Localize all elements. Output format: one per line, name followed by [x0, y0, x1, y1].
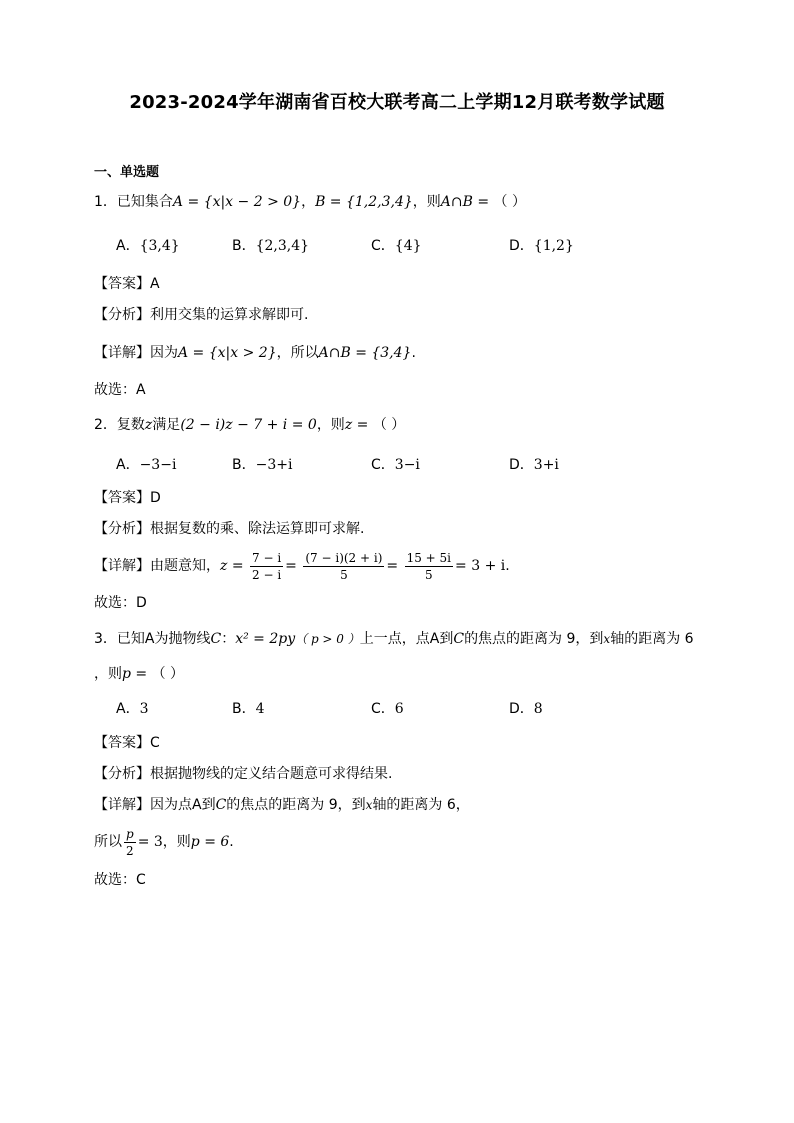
q1-set-b: B = {1,2,3,4} [315, 194, 413, 210]
q3-fraction: $\frac{p}{2}$ [126, 826, 134, 858]
q1-stem-prefix: 1．已知集合 [94, 194, 173, 210]
q3-option-d: D．8 [509, 701, 543, 717]
q3-analysis: 【分析】根据抛物线的定义结合题意可求得结果. [94, 766, 393, 782]
q2-answer: 【答案】D [94, 490, 161, 506]
question-2-stem: 2．复数z满足(2 − i)z − 7 + i = 0，则z = （ ） [94, 417, 406, 433]
q1-stem-post: ，则 [412, 194, 441, 210]
q1-expression: A∩B [440, 194, 473, 210]
q1-tail: = （ ） [472, 194, 527, 210]
q2-option-b: B．−3+i [232, 457, 293, 473]
q2-fraction-3: $\frac{15 + 5i}{5}$ [406, 550, 452, 582]
q2-fraction-2: $\frac{(7 - i)(2 + i)}{5}$ [305, 550, 383, 582]
q2-option-c: C．3−i [371, 457, 420, 473]
q1-option-d: D．{1,2} [509, 238, 574, 254]
q2-fraction-1: $\frac{7 - i}{2 - i}$ [252, 550, 282, 582]
q2-option-d: D．3+i [509, 457, 559, 473]
q1-choose: 故选：A [94, 382, 146, 398]
q1-separator: ， [301, 194, 316, 210]
q3-detail-line-1: 【详解】因为点A到C的焦点的距离为 9，到x轴的距离为 6， [94, 797, 470, 813]
q3-detail-line-2: 所以 $\frac{p}{2}$ = 3，则p = 6. [94, 826, 234, 858]
q3-option-c: C．6 [371, 701, 404, 717]
q1-option-b: B．{2,3,4} [232, 238, 310, 254]
section-heading: 一、单选题 [94, 165, 160, 180]
q3-answer: 【答案】C [94, 735, 160, 751]
q2-analysis: 【分析】根据复数的乘、除法运算即可求解. [94, 521, 365, 537]
q1-detail: 【详解】因为A = {x|x > 2}，所以A∩B = {3,4}. [94, 345, 416, 361]
q3-option-b: B．4 [232, 701, 265, 717]
q2-option-a: A．−3−i [116, 457, 177, 473]
document-title: 2023-2024学年湖南省百校大联考高二上学期12月联考数学试题 [129, 92, 665, 113]
q1-analysis: 【分析】利用交集的运算求解即可. [94, 307, 309, 323]
question-3-stem-line-2: ，则p = （ ） [94, 666, 185, 682]
q2-detail: 【详解】由题意知，z = $\frac{7 - i}{2 - i}$ = $\frac{(7 - i)(2 + i)}{5}$ = $\frac{15 + 5i}{5}$ = 3 + i. [94, 550, 510, 582]
q2-choose: 故选：D [94, 595, 147, 611]
question-1-stem [94, 192, 526, 212]
q3-option-a: A．3 [116, 701, 149, 717]
q1-answer: 【答案】A [94, 276, 160, 292]
q1-set-a: A = {x|x − 2 > 0} [172, 194, 302, 210]
q1-option-a: A．{3,4} [116, 238, 180, 254]
q1-option-c: C．{4} [371, 238, 422, 254]
question-3-stem-line-1: 3．已知A为抛物线C：x² = 2py（ p > 0 ）上一点，点A到C的焦点的距离为 9，到x轴的距离为 6 [94, 631, 694, 647]
q3-choose: 故选：C [94, 872, 146, 888]
